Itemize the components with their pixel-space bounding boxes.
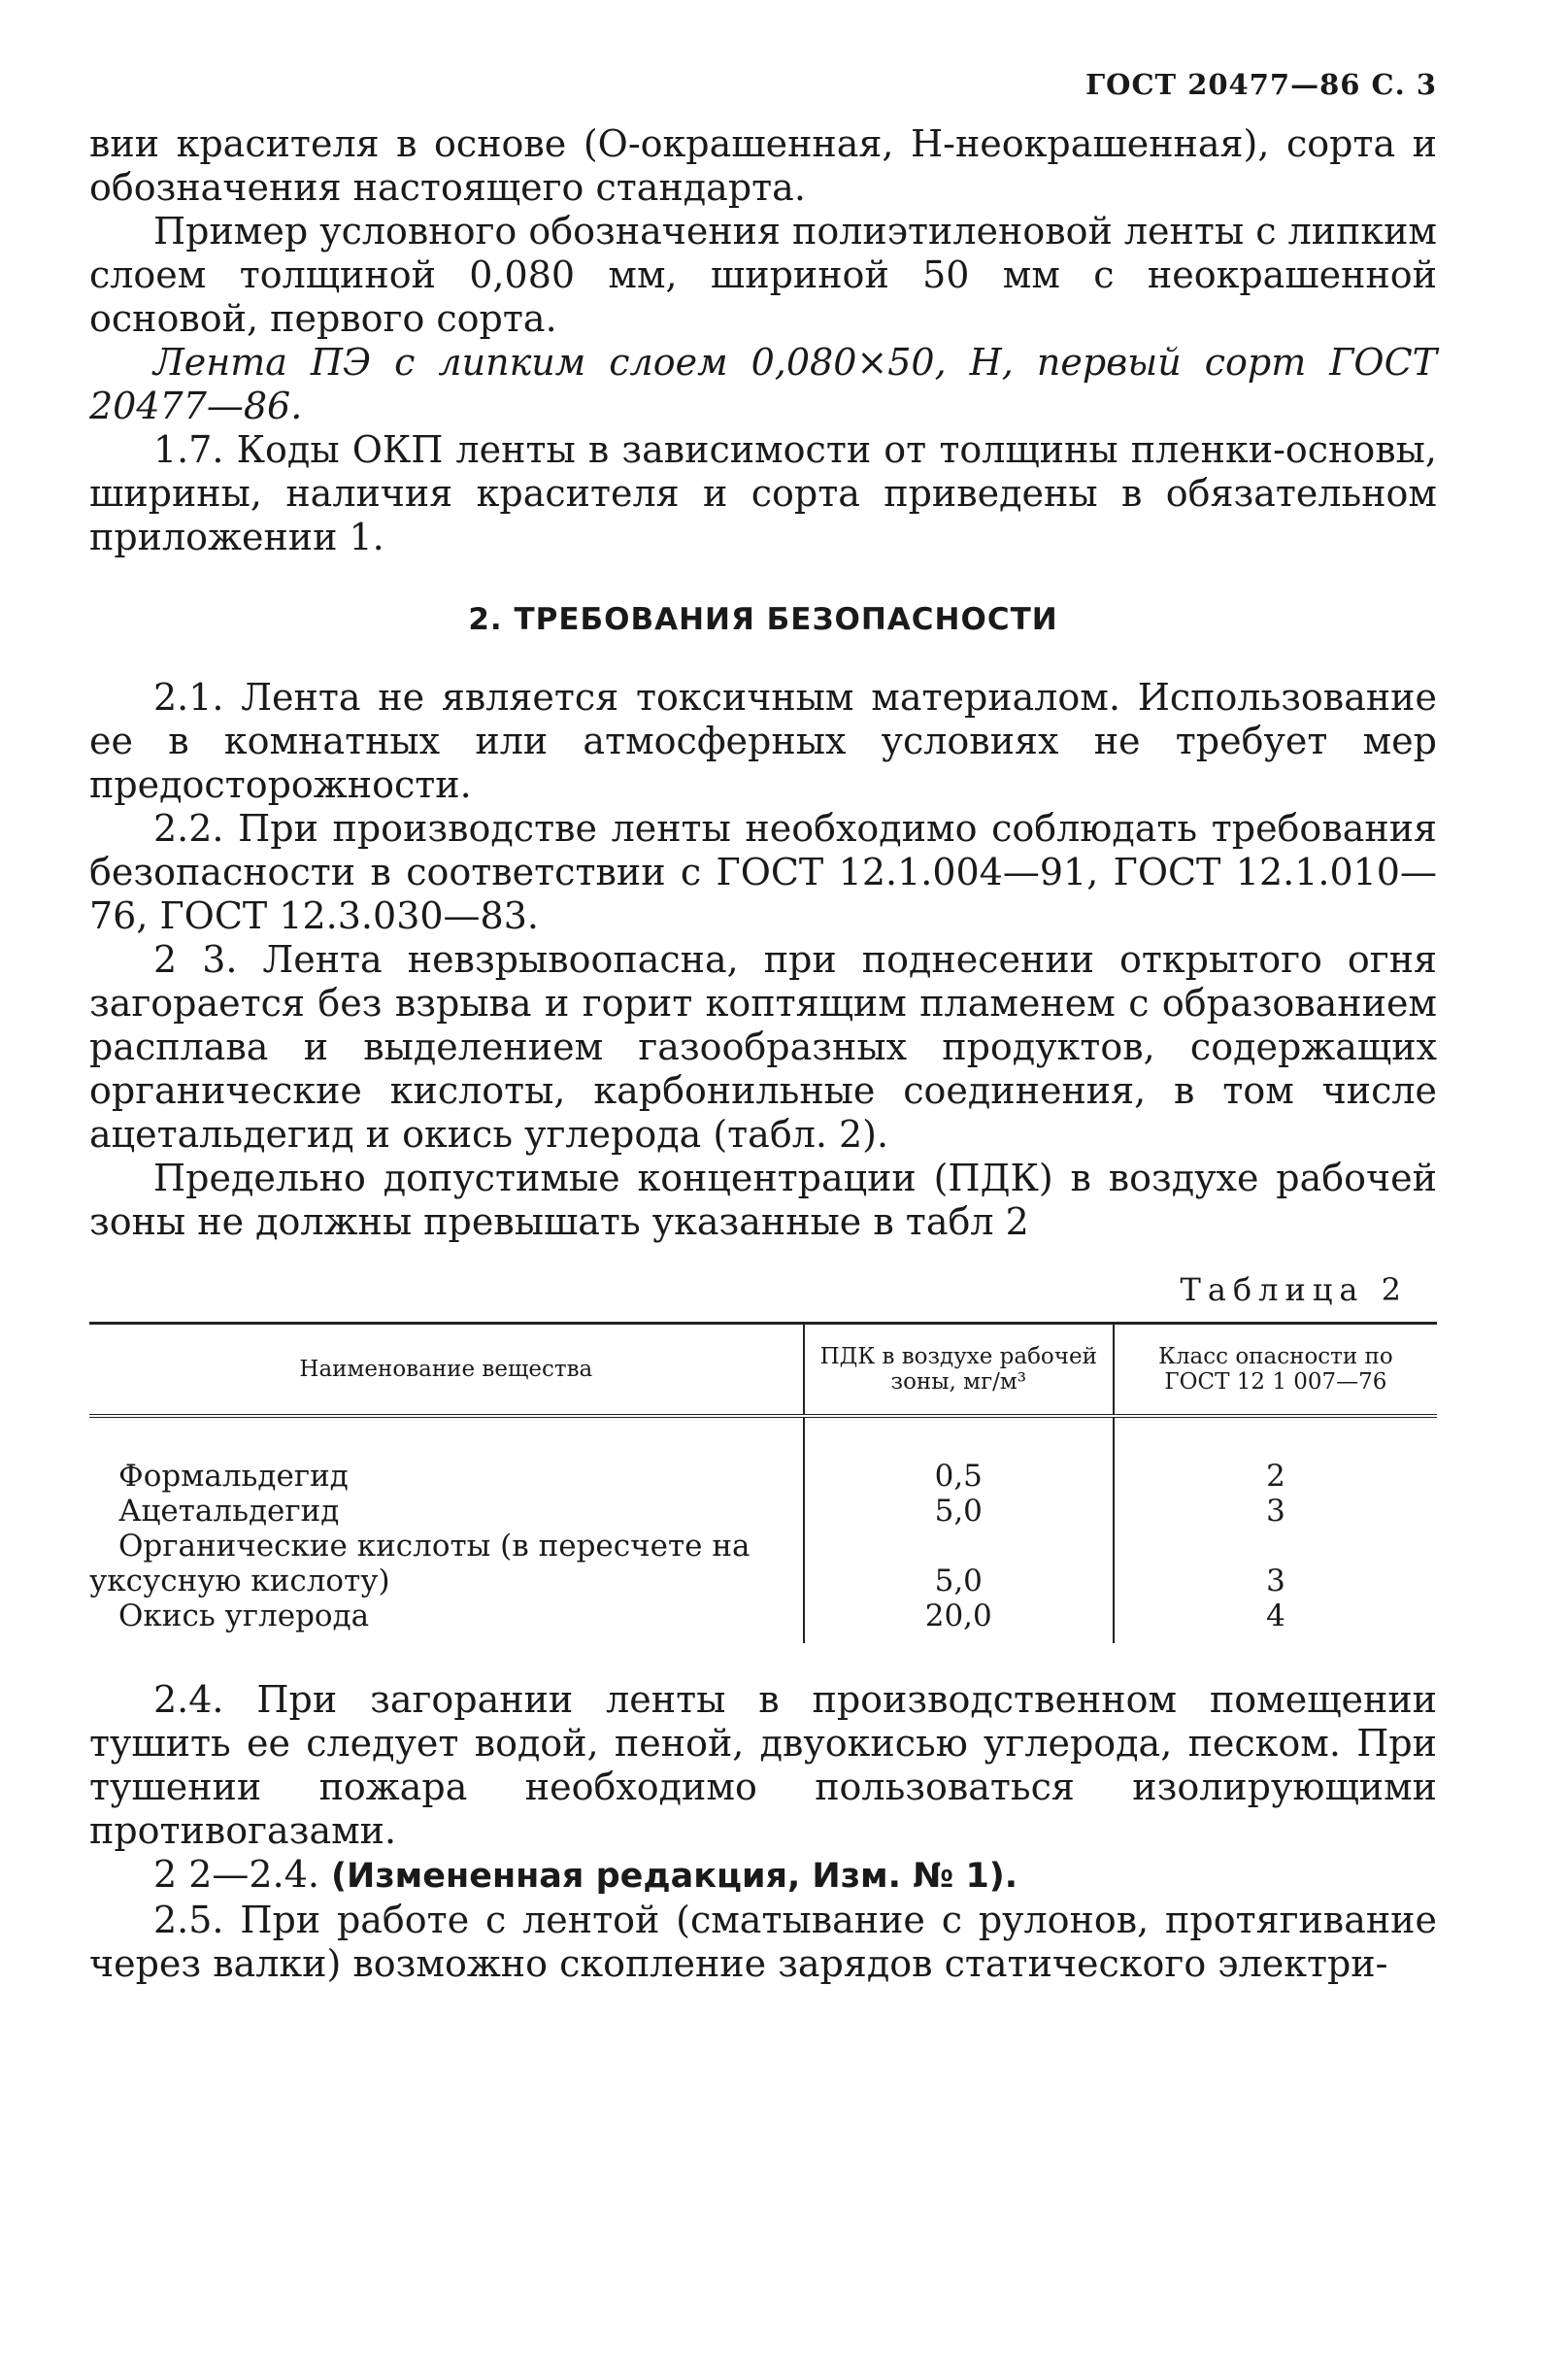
table-2: [89, 1322, 1437, 1643]
section-title: 2. ТРЕБОВАНИЯ БЕЗОПАСНОСТИ: [468, 602, 1058, 637]
paragraph-2-2: 2.2. При производстве ленты необходимо соблюдать требования безопасности в соответствии с ГОСТ 12.1.004—91, ГОСТ 12.1.010—76, ГОСТ 12.3.030—83.: [89, 807, 1437, 937]
cell-substance: Ацетальдегид: [118, 1494, 340, 1529]
header-hazard-class: Класс опасности по ГОСТ 12 1 007—76: [1114, 1324, 1437, 1417]
header-pdk: ПДК в воздухе рабочей зоны, мг/м³: [804, 1324, 1114, 1417]
amendment-ref: 2 2—2.4.: [153, 1853, 319, 1896]
paragraph-1-7: 1.7. Коды ОКП ленты в зависимости от толщины пленки-основы, ширины, наличия красителя и сорта приведены в обязательном приложении 1.: [89, 428, 1437, 558]
amendment-note: (Измененная редакция, Изм. № 1).: [331, 1857, 1018, 1896]
cell-class: 3: [1114, 1494, 1437, 1529]
table-header-row: [89, 1324, 1437, 1417]
cell-pdk: 20,0: [804, 1598, 1114, 1643]
page-header: ГОСТ 20477—86 С. 3: [1085, 68, 1437, 101]
paragraph-pdk: Предельно допустимые концентрации (ПДК) в воздухе рабочей зоны не должны превышать указанные в табл 2: [89, 1157, 1437, 1243]
cell-class: 4: [1114, 1598, 1437, 1643]
paragraph-amendment: [89, 1853, 1437, 1899]
cell-substance: Формальдегид: [118, 1459, 349, 1494]
paragraph-2-3: 2 3. Лента невзрывоопасна, при поднесении открытого огня загорается без взрыва и горит коптящим пламенем с образованием расплава и выделением газообразных продуктов, содержащих органические кислоты, карбонильные соединения, в том числе ацетальдегид и окись углерода (табл. 2).: [89, 938, 1437, 1156]
cell-class: 3: [1114, 1529, 1437, 1598]
paragraph-2-5: 2.5. При работе с лентой (сматывание с рулонов, протягивание через валки) возможно скопление зарядов статического электри-: [89, 1899, 1437, 1985]
paragraph-example: Пример условного обозначения полиэтиленовой ленты с липким слоем толщиной 0,080 мм, шириной 50 мм с неокрашенной основой, первого сорта.: [89, 210, 1437, 340]
table-row: [89, 1529, 1437, 1598]
table-caption: Таблица 2: [1180, 1271, 1408, 1308]
cell-pdk: 5,0: [804, 1494, 1114, 1529]
cell-class: 2: [1114, 1416, 1437, 1494]
cell-substance: Окись углерода: [118, 1598, 370, 1633]
cell-pdk: 0,5: [804, 1416, 1114, 1494]
paragraph-2-1: 2.1. Лента не является токсичным материалом. Использование ее в комнатных или атмосферных условиях не требует мер предосторожности.: [89, 676, 1437, 806]
paragraph-continuation: вии красителя в основе (О-окрашенная, Н-неокрашенная), сорта и обозначения настоящего стандарта.: [89, 122, 1437, 209]
table-row: [89, 1598, 1437, 1643]
header-substance: Наименование вещества: [299, 1357, 593, 1382]
paragraph-2-4: 2.4. При загорании ленты в производственном помещении тушить ее следует водой, пеной, двуокисью углерода, песком. При тушении пожара необходимо пользоваться изолирующими противогазами.: [89, 1678, 1437, 1852]
document-page: [89, 68, 1437, 1986]
cell-pdk: 5,0: [804, 1529, 1114, 1598]
cell-substance: Органические кислоты (в пересчете на уксусную кислоту): [89, 1529, 751, 1598]
paragraph-designation: Лента ПЭ с липким слоем 0,080×50, Н, первый сорт ГОСТ 20477—86.: [89, 341, 1437, 427]
table-row: [89, 1494, 1437, 1529]
table-row: [89, 1416, 1437, 1494]
